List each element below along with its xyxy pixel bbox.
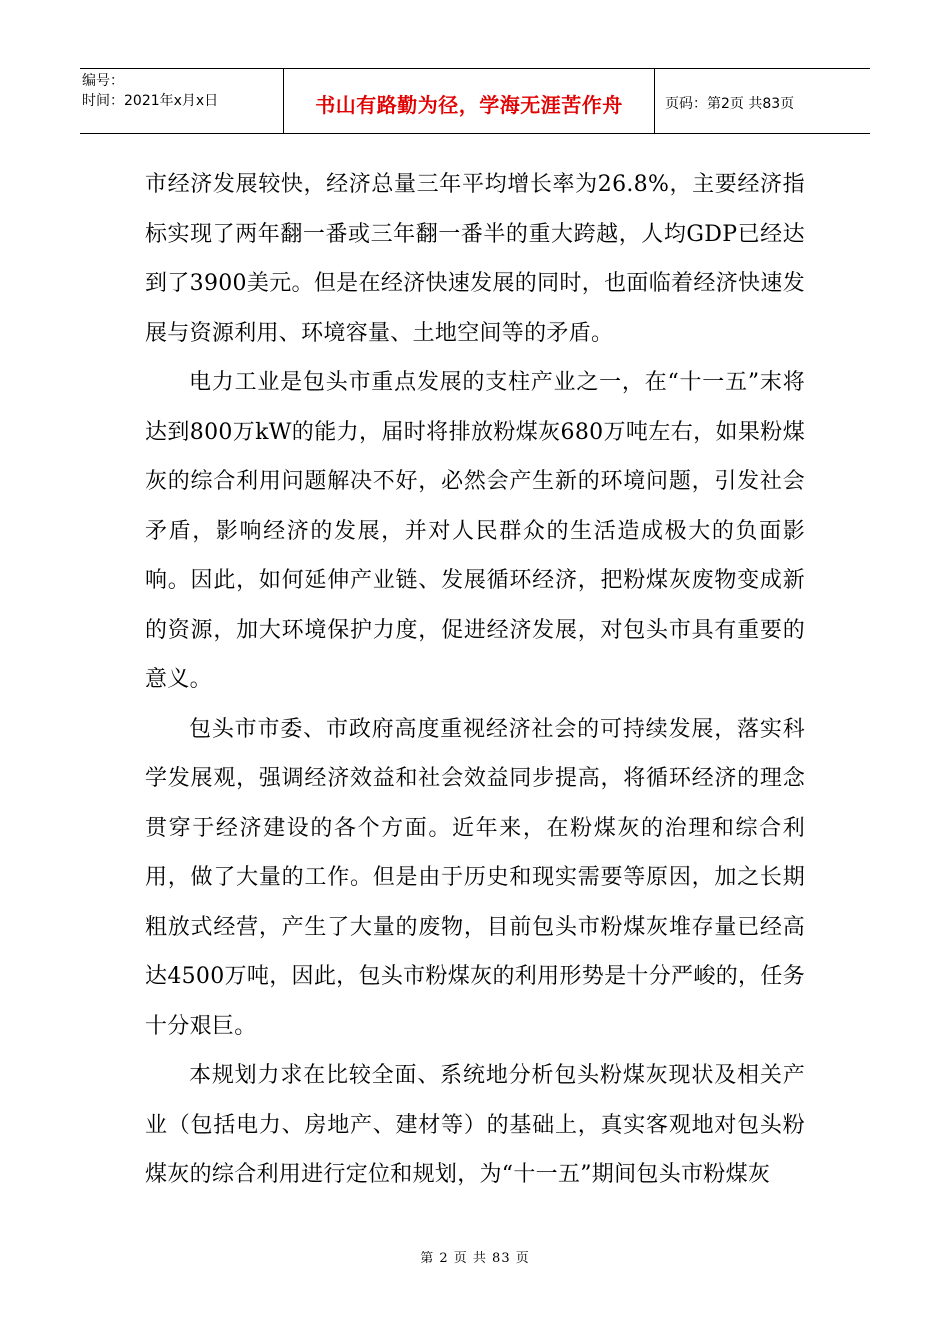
header-motto-cell bbox=[284, 69, 655, 133]
document-date: 时间：2021年x月x日 bbox=[82, 93, 219, 109]
body-paragraph: 包头市市委、市政府高度重视经济社会的可持续发展，落实科学发展观，强调经济效益和社会效益同步提高，将循环经济的理念贯穿于经济建设的各个方面。近年来，在粉煤灰的治理和综合利用，做了大量的工作。但是由于历史和现实需要等原因，加之长期粗放式经营，产生了大量的废物，目前包头市粉煤灰堆存量已经高达4500万吨，因此，包头市粉煤灰的利用形势是十分严峻的，任务十分艰巨。 bbox=[145, 716, 805, 1039]
body-paragraph: 市经济发展较快，经济总量三年平均增长率为26.8%，主要经济指标实现了两年翻一番或三年翻一番半的重大跨越，人均GDP已经达到了3900美元。但是在经济快速发展的同时，也面临着经济快速发展与资源利用、环境容量、土地空间等的矛盾。 bbox=[145, 172, 805, 346]
header-page-info: 页码：第2页 共83页 bbox=[665, 96, 795, 112]
page-header bbox=[80, 68, 870, 134]
footer-page-number: 第 2 页 共 83 页 bbox=[420, 1251, 530, 1266]
header-page-cell bbox=[655, 69, 870, 133]
document-number-label: 编号： bbox=[82, 73, 124, 89]
header-meta-cell bbox=[80, 69, 284, 133]
body-paragraph: 电力工业是包头市重点发展的支柱产业之一，在“十一五”末将达到800万kW的能力，届时将排放粉煤灰680万吨左右，如果粉煤灰的综合利用问题解决不好，必然会产生新的环境问题，引发社会矛盾，影响经济的发展，并对人民群众的生活造成极大的负面影响。因此，如何延伸产业链、发展循环经济，把粉煤灰废物变成新的资源，加大环境保护力度，促进经济发展，对包头市具有重要的意义。 bbox=[145, 370, 805, 692]
document-body bbox=[145, 160, 805, 1200]
body-paragraph: 本规划力求在比较全面、系统地分析包头粉煤灰现状及相关产业（包括电力、房地产、建材等）的基础上，真实客观地对包头粉煤灰的综合利用进行定位和规划，为“十一五”期间包头市粉煤灰 bbox=[145, 1063, 805, 1187]
page-footer bbox=[0, 1247, 950, 1266]
header-motto: 书山有路勤为径，学海无涯苦作舟 bbox=[315, 92, 623, 117]
